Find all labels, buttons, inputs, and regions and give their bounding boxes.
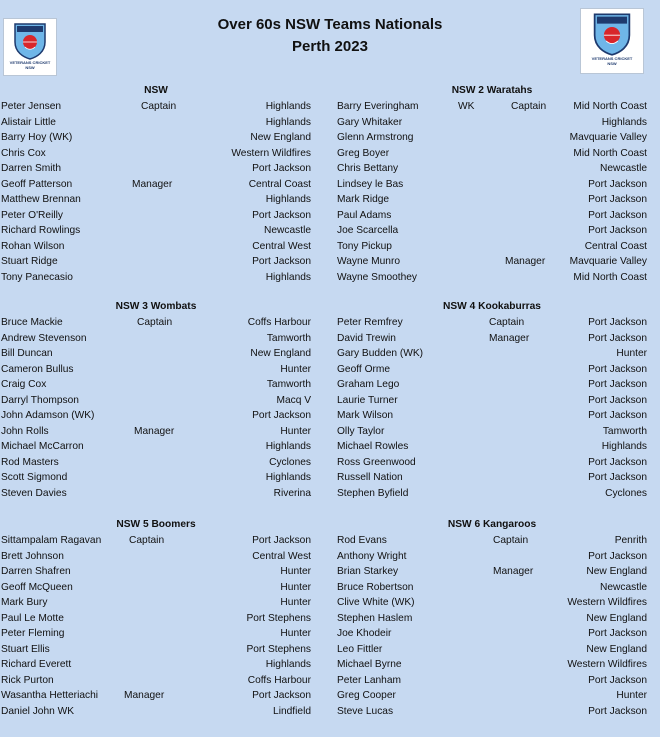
- player-club: Port Jackson: [252, 535, 311, 546]
- team-heading: NSW 6 Kangaroos: [447, 519, 537, 530]
- player-name: Craig Cox: [1, 379, 47, 390]
- player-name: Mark Bury: [1, 597, 48, 608]
- player-club: Central Coast: [584, 240, 647, 252]
- player-name: Richard Everett: [1, 659, 72, 670]
- player-row: [337, 393, 647, 409]
- team-block: [337, 299, 647, 501]
- player-role: WK: [458, 101, 475, 112]
- player-club: Port Jackson: [588, 410, 647, 421]
- player-row: [337, 424, 647, 440]
- player-name: Matthew Brennan: [1, 194, 81, 205]
- player-name: Rod Masters: [1, 456, 59, 468]
- player-row: [337, 595, 647, 611]
- player-row: [1, 146, 311, 162]
- player-club: Highlands: [601, 116, 647, 128]
- player-name: Wayne Munro: [337, 256, 401, 267]
- player-row: [1, 533, 311, 549]
- player-club: Hunter: [280, 581, 311, 593]
- player-row: [337, 346, 647, 362]
- player-club: Newcastle: [264, 225, 311, 236]
- player-row: [1, 223, 311, 239]
- player-club: Cyclones: [605, 487, 647, 499]
- player-club: Highlands: [601, 441, 647, 452]
- player-club: Port Jackson: [588, 209, 647, 221]
- player-row: [1, 208, 311, 224]
- player-club: Port Jackson: [588, 705, 647, 717]
- player-row: [337, 315, 647, 331]
- player-club: Highlands: [265, 659, 311, 670]
- player-club: Port Jackson: [252, 256, 311, 267]
- player-name: Stuart Ellis: [1, 643, 50, 655]
- player-row: [337, 331, 647, 347]
- player-club: Hunter: [280, 566, 311, 577]
- player-club: Port Jackson: [588, 394, 647, 406]
- player-row: [1, 470, 311, 486]
- player-row: [1, 115, 311, 131]
- player-row: [337, 254, 647, 270]
- player-name: David Trewin: [337, 332, 396, 344]
- player-name: Laurie Turner: [337, 394, 398, 406]
- player-name: Stephen Byfield: [337, 487, 409, 499]
- player-club: Central Coast: [248, 178, 311, 190]
- player-name: Cameron Bullus: [1, 363, 74, 375]
- player-row: [1, 580, 311, 596]
- page-title: [0, 14, 660, 58]
- team-block: [337, 517, 647, 719]
- player-club: Port Jackson: [588, 379, 647, 390]
- player-name: Rick Purton: [1, 674, 54, 686]
- player-row: [337, 455, 647, 471]
- player-name: Stuart Ridge: [1, 256, 58, 267]
- player-row: [1, 254, 311, 270]
- player-club: Highlands: [265, 194, 311, 205]
- player-role: Manager: [124, 690, 165, 701]
- player-club: Port Jackson: [588, 194, 647, 205]
- player-name: Chris Bettany: [337, 163, 399, 174]
- player-row: [337, 642, 647, 658]
- player-club: Riverina: [273, 487, 311, 499]
- player-name: Graham Lego: [337, 379, 400, 390]
- player-name: Brian Starkey: [337, 566, 399, 577]
- player-row: [337, 657, 647, 673]
- player-name: Sittampalam Ragavan: [1, 535, 102, 546]
- player-name: Brett Johnson: [1, 550, 64, 562]
- player-club: Port Jackson: [252, 163, 311, 174]
- player-club: Port Jackson: [588, 456, 647, 468]
- player-club: Penrith: [614, 535, 647, 546]
- player-row: [337, 362, 647, 378]
- player-club: New England: [250, 132, 311, 143]
- player-row: [337, 439, 647, 455]
- shield-crest-icon: [13, 22, 47, 60]
- player-row: [1, 673, 311, 689]
- player-role: Captain: [493, 535, 529, 546]
- player-row: [337, 130, 647, 146]
- title-line-1: Over 60s NSW Teams Nationals: [217, 16, 443, 33]
- player-name: Scott Sigmond: [1, 472, 68, 483]
- player-role: Captain: [141, 101, 177, 112]
- player-role: Manager: [132, 178, 173, 190]
- shield-crest-icon: [592, 12, 632, 56]
- player-row: [1, 99, 311, 115]
- player-name: Glenn Armstrong: [337, 132, 414, 143]
- player-row: [1, 642, 311, 658]
- player-row: [337, 239, 647, 255]
- player-row: [1, 611, 311, 627]
- player-role: Captain: [137, 317, 173, 328]
- player-name: Wayne Smoothey: [337, 271, 418, 283]
- player-row: [337, 146, 647, 162]
- player-club: Port Jackson: [252, 690, 311, 701]
- player-name: Geoff Patterson: [1, 178, 73, 190]
- player-role: Captain: [129, 535, 165, 546]
- player-club: Coffs Harbour: [247, 674, 311, 686]
- player-row: [337, 673, 647, 689]
- player-row: [337, 704, 647, 720]
- player-name: Darren Smith: [1, 163, 62, 174]
- player-row: [337, 611, 647, 627]
- player-role: Manager: [493, 566, 534, 577]
- player-name: Daniel John WK: [1, 705, 75, 717]
- player-name: Ross Greenwood: [337, 456, 416, 468]
- team-heading: NSW 3 Wombats: [115, 301, 197, 312]
- player-name: Geoff Orme: [337, 363, 391, 375]
- player-row: [1, 331, 311, 347]
- player-row: [337, 377, 647, 393]
- player-row: [1, 362, 311, 378]
- veterans-cricket-logo-right: [580, 8, 644, 74]
- team-heading: NSW 2 Waratahs: [451, 85, 533, 96]
- team-block: [337, 83, 647, 285]
- player-name: Peter O'Reilly: [1, 209, 63, 221]
- player-club: New England: [250, 348, 311, 359]
- player-name: Andrew Stevenson: [1, 332, 87, 344]
- team-heading: NSW: [144, 85, 168, 96]
- player-row: [337, 177, 647, 193]
- player-name: Anthony Wright: [337, 550, 407, 562]
- player-club: Port Jackson: [588, 363, 647, 375]
- player-row: [1, 626, 311, 642]
- player-row: [337, 192, 647, 208]
- player-club: Port Stephens: [246, 612, 311, 624]
- player-club: Port Jackson: [588, 628, 647, 639]
- player-name: John Adamson (WK): [1, 410, 95, 421]
- player-club: Port Jackson: [588, 472, 647, 483]
- player-club: Western Wildfires: [231, 147, 311, 159]
- player-club: Port Jackson: [588, 550, 647, 562]
- player-name: Peter Remfrey: [337, 317, 403, 328]
- player-club: Newcastle: [600, 581, 647, 593]
- logo-text: VETERANS CRICKET NSW: [9, 60, 51, 70]
- player-name: Chris Cox: [1, 147, 46, 159]
- player-name: Paul Adams: [337, 209, 392, 221]
- player-row: [337, 115, 647, 131]
- player-club: Mid North Coast: [573, 147, 647, 159]
- player-row: [1, 315, 311, 331]
- player-club: New England: [586, 643, 647, 655]
- player-club: Highlands: [265, 271, 311, 283]
- player-name: Steve Lucas: [337, 705, 394, 717]
- logo-text: VETERANS CRICKET NSW: [591, 56, 633, 66]
- player-name: Bruce Robertson: [337, 581, 414, 593]
- player-role: Captain: [511, 101, 547, 112]
- player-club: New England: [586, 612, 647, 624]
- player-role: Captain: [489, 317, 525, 328]
- player-club: Port Stephens: [246, 643, 311, 655]
- player-name: Leo Fittler: [337, 643, 383, 655]
- player-row: [1, 549, 311, 565]
- team-block: [1, 517, 311, 719]
- player-row: [337, 208, 647, 224]
- player-row: [1, 455, 311, 471]
- player-name: Michael Byrne: [337, 659, 402, 670]
- player-row: [337, 688, 647, 704]
- player-row: [337, 626, 647, 642]
- player-name: Mark Ridge: [337, 194, 390, 205]
- player-name: Peter Jensen: [1, 101, 62, 112]
- player-row: [1, 130, 311, 146]
- player-name: Rohan Wilson: [1, 240, 65, 252]
- player-row: [1, 595, 311, 611]
- player-club: Central West: [252, 240, 311, 252]
- player-name: Geoff McQueen: [1, 581, 73, 593]
- player-row: [337, 408, 647, 424]
- player-name: Richard Rowlings: [1, 225, 81, 236]
- player-name: Tony Pickup: [337, 240, 392, 252]
- player-club: Tamworth: [266, 379, 311, 390]
- player-row: [337, 564, 647, 580]
- player-row: [1, 239, 311, 255]
- team-heading: NSW 5 Boomers: [116, 519, 196, 530]
- player-club: Highlands: [265, 441, 311, 452]
- player-club: Hunter: [280, 628, 311, 639]
- player-club: Mid North Coast: [573, 101, 647, 112]
- player-club: Port Jackson: [588, 317, 647, 328]
- player-club: Cyclones: [269, 456, 311, 468]
- player-row: [1, 486, 311, 502]
- player-row: [1, 270, 311, 286]
- player-club: New England: [586, 566, 647, 577]
- player-row: [337, 470, 647, 486]
- player-role: Manager: [134, 425, 175, 437]
- player-name: Clive White (WK): [337, 597, 415, 608]
- player-name: Tony Panecasio: [1, 271, 73, 283]
- player-club: Coffs Harbour: [247, 317, 311, 328]
- player-row: [337, 161, 647, 177]
- player-club: Macq V: [276, 394, 311, 406]
- player-row: [1, 424, 311, 440]
- player-row: [1, 408, 311, 424]
- player-name: Michael McCarron: [1, 441, 84, 452]
- player-row: [1, 439, 311, 455]
- player-club: Port Jackson: [252, 209, 311, 221]
- team-block: [1, 299, 311, 501]
- player-club: Lindfield: [273, 705, 311, 717]
- player-name: Peter Fleming: [1, 628, 65, 639]
- team-block: [1, 83, 311, 285]
- player-name: Michael Rowles: [337, 441, 409, 452]
- player-row: [1, 177, 311, 193]
- player-row: [1, 704, 311, 720]
- player-name: Joe Scarcella: [337, 225, 399, 236]
- player-club: Central West: [252, 550, 311, 562]
- player-row: [1, 564, 311, 580]
- player-name: Olly Taylor: [337, 425, 385, 437]
- player-name: Greg Boyer: [337, 147, 390, 159]
- player-club: Hunter: [616, 348, 647, 359]
- player-club: Mavquarie Valley: [569, 256, 647, 267]
- player-name: Barry Hoy (WK): [1, 132, 73, 143]
- team-heading: NSW 4 Kookaburras: [443, 301, 541, 312]
- player-name: Stephen Haslem: [337, 612, 413, 624]
- player-club: Hunter: [616, 690, 647, 701]
- player-row: [337, 99, 647, 115]
- player-row: [1, 393, 311, 409]
- player-club: Port Jackson: [252, 410, 311, 421]
- player-name: Darren Shafren: [1, 566, 71, 577]
- player-club: Port Jackson: [588, 674, 647, 686]
- player-name: Russell Nation: [337, 472, 403, 483]
- player-role: Manager: [489, 332, 530, 344]
- player-club: Western Wildfires: [567, 597, 647, 608]
- player-club: Port Jackson: [588, 225, 647, 236]
- player-club: Port Jackson: [588, 332, 647, 344]
- player-club: Mavquarie Valley: [569, 132, 647, 143]
- player-name: Barry Everingham: [337, 101, 419, 112]
- player-name: Peter Lanham: [337, 674, 401, 686]
- player-row: [1, 346, 311, 362]
- player-club: Hunter: [280, 363, 311, 375]
- player-row: [337, 580, 647, 596]
- player-name: Steven Davies: [1, 487, 67, 499]
- player-name: Joe Khodeir: [337, 628, 392, 639]
- player-name: Paul Le Motte: [1, 612, 64, 624]
- player-club: Tamworth: [602, 425, 647, 437]
- player-name: Gary Whitaker: [337, 116, 403, 128]
- player-name: Mark Wilson: [337, 410, 394, 421]
- player-club: Highlands: [265, 116, 311, 128]
- player-club: Hunter: [280, 425, 311, 437]
- veterans-cricket-logo-left: [3, 18, 57, 76]
- player-name: John Rolls: [1, 425, 49, 437]
- player-name: Bill Duncan: [1, 348, 53, 359]
- player-club: Hunter: [280, 597, 311, 608]
- player-club: Newcastle: [600, 163, 647, 174]
- player-row: [1, 161, 311, 177]
- player-row: [1, 192, 311, 208]
- player-club: Port Jackson: [588, 178, 647, 190]
- player-row: [337, 223, 647, 239]
- player-row: [337, 486, 647, 502]
- player-name: Bruce Mackie: [1, 317, 63, 328]
- player-row: [1, 377, 311, 393]
- player-name: Darryl Thompson: [1, 394, 79, 406]
- player-club: Highlands: [265, 101, 311, 112]
- player-name: Lindsey le Bas: [337, 178, 404, 190]
- player-club: Highlands: [265, 472, 311, 483]
- player-row: [1, 657, 311, 673]
- player-name: Wasantha Hetteriachi: [1, 690, 99, 701]
- player-row: [1, 688, 311, 704]
- title-line-2: Perth 2023: [292, 38, 368, 55]
- player-name: Rod Evans: [337, 535, 387, 546]
- player-club: Tamworth: [266, 332, 311, 344]
- player-name: Gary Budden (WK): [337, 348, 424, 359]
- player-name: Alistair Little: [1, 116, 56, 128]
- player-club: Mid North Coast: [573, 271, 647, 283]
- player-row: [337, 270, 647, 286]
- player-club: Western Wildfires: [567, 659, 647, 670]
- player-row: [337, 549, 647, 565]
- player-name: Greg Cooper: [337, 690, 396, 701]
- player-row: [337, 533, 647, 549]
- player-role: Manager: [505, 256, 546, 267]
